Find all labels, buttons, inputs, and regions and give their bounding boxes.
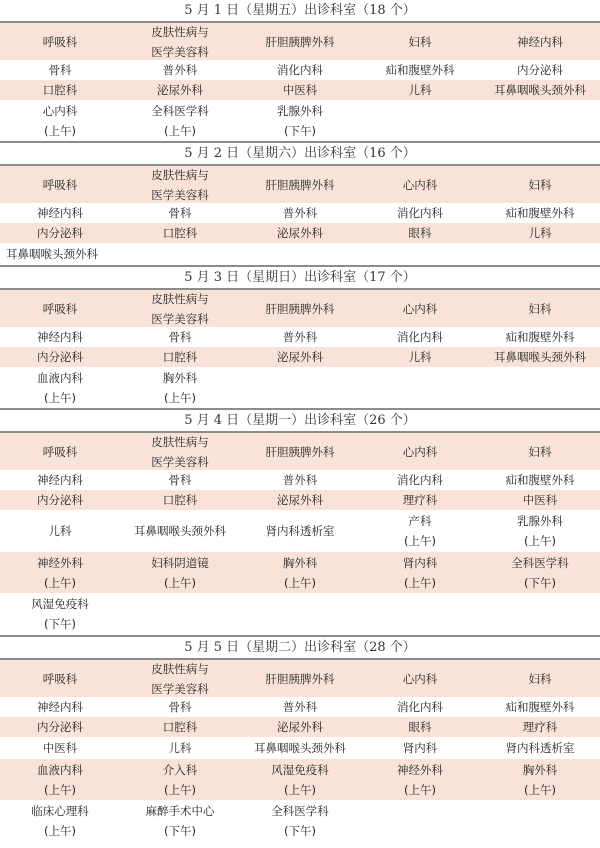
table-row xyxy=(0,223,600,243)
dept-cell: 肾内科 xyxy=(402,741,438,755)
dept-cell: 消化内科 xyxy=(277,63,323,77)
dept-cell: 妇科 xyxy=(408,34,432,49)
table-row xyxy=(0,697,600,717)
dept-cell: 乳腺外科 (上午) xyxy=(517,514,563,548)
dept-cell: 疝和腹壁外科 xyxy=(385,63,455,77)
dept-cell: 疝和腹壁外科 xyxy=(505,330,575,344)
table-row xyxy=(0,490,600,510)
dept-cell: 心内科 xyxy=(402,301,438,316)
dept-cell: 呼吸科 xyxy=(42,671,78,686)
dept-cell: 骨科 xyxy=(168,206,192,220)
dept-cell: 泌尿外科 xyxy=(277,493,323,507)
dept-cell: 神经外科 (上午) xyxy=(397,762,443,797)
dept-cell xyxy=(480,800,600,841)
dept-cell: 眼科 xyxy=(408,226,432,240)
dept-cell: 风湿免疫科 (上午) xyxy=(271,762,329,797)
dept-cell: 疝和腹壁外科 xyxy=(505,206,575,220)
dept-cell: 理疗科 xyxy=(522,720,558,734)
dept-cell: 耳鼻咽喉头颈外科 xyxy=(494,350,586,364)
table-row xyxy=(0,552,600,593)
schedule-section-may5 xyxy=(0,637,600,841)
table-row xyxy=(0,717,600,737)
table-row xyxy=(0,470,600,490)
dept-cell: 内分泌科 xyxy=(37,493,83,507)
dept-cell xyxy=(240,367,360,408)
dept-cell xyxy=(480,593,600,635)
table-row xyxy=(0,290,600,327)
dept-cell xyxy=(360,800,480,841)
dept-cell: 骨科 xyxy=(168,700,192,714)
dept-cell: 乳腺外科 (下午) xyxy=(277,103,323,138)
dept-cell: 皮肤性病与 医学美容科 xyxy=(151,434,209,469)
dept-cell: 全科医学科 (下午) xyxy=(271,803,329,838)
dept-cell: 普外科 xyxy=(282,700,318,714)
dept-cell: 神经内科 xyxy=(37,700,83,714)
dept-cell: 麻醉手术中心 (下午) xyxy=(145,803,215,838)
dept-cell: 口腔科 xyxy=(42,83,78,97)
table-row xyxy=(0,660,600,697)
table-row xyxy=(0,347,600,367)
dept-cell: 普外科 xyxy=(282,330,318,344)
dept-cell: 心内科 xyxy=(402,177,438,192)
dept-cell: 内分泌科 xyxy=(37,720,83,734)
dept-cell xyxy=(360,367,480,408)
dept-cell: 血液内科 (上午) xyxy=(37,370,83,405)
dept-cell: 皮肤性病与 医学美容科 xyxy=(151,24,209,59)
dept-cell: 骨科 xyxy=(168,330,192,344)
dept-cell: 耳鼻咽喉头颈外科 xyxy=(254,741,346,755)
dept-cell: 心内科 xyxy=(402,671,438,686)
table-row xyxy=(0,737,600,759)
table-row xyxy=(0,367,600,410)
section-title: 5 月 5 日（星期二）出诊科室（28 个） xyxy=(0,637,600,660)
dept-cell: 儿科 xyxy=(408,350,432,364)
dept-cell: 疝和腹壁外科 xyxy=(505,473,575,487)
table-row xyxy=(0,510,600,552)
dept-cell: 儿科 xyxy=(48,524,72,538)
schedule-section-may3 xyxy=(0,267,600,410)
table-row xyxy=(0,100,600,143)
dept-cell: 消化内科 xyxy=(397,700,443,714)
dept-cell: 疝和腹壁外科 xyxy=(505,700,575,714)
table-row xyxy=(0,166,600,203)
dept-cell: 眼科 xyxy=(408,720,432,734)
dept-cell: 消化内科 xyxy=(397,206,443,220)
dept-cell: 肾内科透析室 xyxy=(505,741,575,755)
dept-cell: 皮肤性病与 医学美容科 xyxy=(151,661,209,696)
dept-cell: 口腔科 xyxy=(162,720,198,734)
dept-cell: 肝胆胰脾外科 xyxy=(265,301,335,316)
dept-cell: 肝胆胰脾外科 xyxy=(265,177,335,192)
dept-cell xyxy=(480,367,600,408)
table-row xyxy=(0,243,600,267)
dept-cell: 胸外科 (上午) xyxy=(522,762,558,797)
dept-cell: 肝胆胰脾外科 xyxy=(265,671,335,686)
dept-cell: 神经内科 xyxy=(517,34,563,49)
dept-cell: 中医科 xyxy=(42,741,78,755)
dept-cell: 肝胆胰脾外科 xyxy=(265,444,335,459)
dept-cell: 儿科 xyxy=(168,741,192,755)
schedule-section-may1 xyxy=(0,0,600,143)
dept-cell: 泌尿外科 xyxy=(277,720,323,734)
dept-cell: 妇科阴道镜 (上午) xyxy=(151,555,209,590)
dept-cell: 全科医学科 (上午) xyxy=(151,103,209,138)
dept-cell: 消化内科 xyxy=(397,473,443,487)
dept-cell: 耳鼻咽喉头颈外科 xyxy=(134,524,226,538)
dept-cell: 妇科 xyxy=(528,444,552,459)
dept-cell: 泌尿外科 xyxy=(277,226,323,240)
dept-cell: 心内科 (上午) xyxy=(42,103,78,138)
section-title: 5 月 3 日（星期日）出诊科室（17 个） xyxy=(0,267,600,290)
dept-cell: 血液内科 (上午) xyxy=(37,762,83,797)
dept-cell: 皮肤性病与 医学美容科 xyxy=(151,291,209,326)
dept-cell: 呼吸科 xyxy=(42,444,78,459)
table-row xyxy=(0,800,600,841)
dept-cell: 泌尿外科 xyxy=(157,83,203,97)
dept-cell: 呼吸科 xyxy=(42,301,78,316)
dept-cell: 肾内科 (上午) xyxy=(402,555,438,590)
dept-cell: 内分泌科 xyxy=(37,350,83,364)
table-row xyxy=(0,60,600,80)
dept-cell: 内分泌科 xyxy=(37,226,83,240)
dept-cell xyxy=(360,100,480,141)
dept-cell: 肾内科透析室 xyxy=(265,524,335,538)
dept-cell: 妇科 xyxy=(528,301,552,316)
dept-cell: 骨科 xyxy=(168,473,192,487)
dept-cell: 心内科 xyxy=(402,444,438,459)
dept-cell: 骨科 xyxy=(48,63,72,77)
table-row xyxy=(0,23,600,60)
dept-cell: 临床心理科 (上午) xyxy=(31,803,89,838)
dept-cell: 中医科 xyxy=(282,83,318,97)
dept-cell: 儿科 xyxy=(408,83,432,97)
dept-cell: 普外科 xyxy=(162,63,198,77)
dept-cell: 理疗科 xyxy=(402,493,438,507)
table-row xyxy=(0,203,600,223)
dept-cell: 中医科 xyxy=(522,493,558,507)
dept-cell: 肝胆胰脾外科 xyxy=(265,34,335,49)
dept-cell: 普外科 xyxy=(282,473,318,487)
dept-cell xyxy=(240,593,360,635)
dept-cell: 神经外科 (上午) xyxy=(37,555,83,590)
dept-cell: 妇科 xyxy=(528,671,552,686)
table-row xyxy=(0,593,600,637)
table-row xyxy=(0,759,600,800)
dept-cell: 消化内科 xyxy=(397,330,443,344)
dept-cell: 耳鼻咽喉头颈外科 xyxy=(6,247,98,261)
dept-cell: 普外科 xyxy=(282,206,318,220)
dept-cell xyxy=(360,593,480,635)
dept-cell: 口腔科 xyxy=(162,493,198,507)
dept-cell: 耳鼻咽喉头颈外科 xyxy=(494,83,586,97)
dept-cell: 泌尿外科 xyxy=(277,350,323,364)
table-row xyxy=(0,433,600,470)
dept-cell: 呼吸科 xyxy=(42,34,78,49)
section-title: 5 月 4 日（星期一）出诊科室（26 个） xyxy=(0,410,600,433)
dept-cell: 胸外科 (上午) xyxy=(162,370,198,405)
dept-cell: 口腔科 xyxy=(162,350,198,364)
section-title: 5 月 2 日（星期六）出诊科室（16 个） xyxy=(0,143,600,166)
dept-cell: 神经内科 xyxy=(37,473,83,487)
schedule-section-may2 xyxy=(0,143,600,267)
dept-cell: 呼吸科 xyxy=(42,177,78,192)
dept-cell: 皮肤性病与 医学美容科 xyxy=(151,167,209,202)
dept-cell: 内分泌科 xyxy=(517,63,563,77)
dept-cell xyxy=(120,593,240,635)
dept-cell: 儿科 xyxy=(528,226,552,240)
dept-cell: 全科医学科 (下午) xyxy=(511,555,569,590)
dept-cell xyxy=(480,100,600,141)
dept-cell: 神经内科 xyxy=(37,330,83,344)
section-title: 5 月 1 日（星期五）出诊科室（18 个） xyxy=(0,0,600,23)
dept-cell: 妇科 xyxy=(528,177,552,192)
table-row xyxy=(0,327,600,347)
schedule-section-may4 xyxy=(0,410,600,637)
dept-cell: 产科 (上午) xyxy=(404,514,436,548)
dept-cell: 风湿免疫科 (下午) xyxy=(31,597,89,631)
dept-cell: 口腔科 xyxy=(162,226,198,240)
dept-cell: 神经内科 xyxy=(37,206,83,220)
table-row xyxy=(0,80,600,100)
dept-cell: 介入科 (上午) xyxy=(162,762,198,797)
dept-cell: 胸外科 (上午) xyxy=(282,555,318,590)
